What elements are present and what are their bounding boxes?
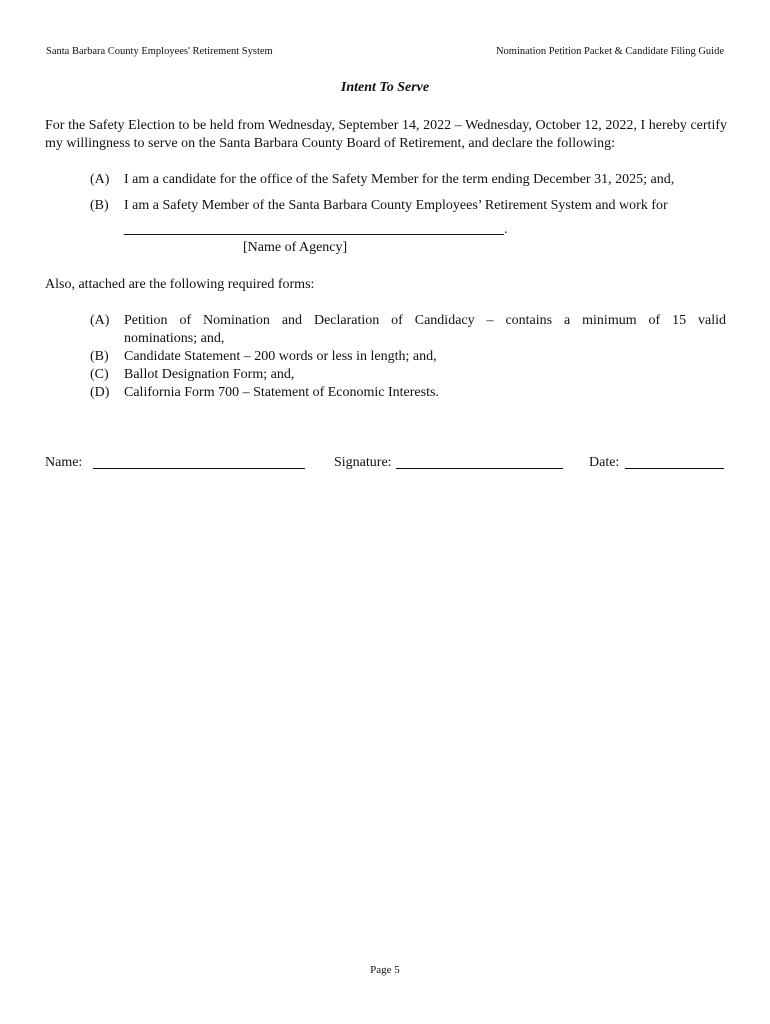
form-item-c — [90, 366, 294, 384]
signature-field[interactable] — [396, 468, 563, 469]
declaration-b-text: I am a Safety Member of the Santa Barbara County Employees’ Retirement System and work for — [124, 198, 668, 213]
page-title: Intent To Serve — [340, 80, 430, 95]
declaration-a-marker: (A) — [90, 172, 110, 187]
declaration-b — [90, 197, 668, 215]
form-d-text: California Form 700 – Statement of Economic Interests. — [124, 385, 439, 400]
form-a-continuation: nominations; and, — [124, 331, 225, 346]
name-field[interactable] — [93, 468, 305, 469]
declaration-a — [90, 171, 674, 189]
date-label: Date: — [589, 455, 620, 470]
form-item-d — [90, 384, 439, 402]
date-field[interactable] — [625, 468, 724, 469]
form-item-b — [90, 348, 437, 366]
declaration-b-marker: (B) — [90, 198, 109, 213]
form-b-marker: (B) — [90, 349, 109, 364]
form-a-marker: (A) — [90, 313, 110, 328]
form-c-text: Ballot Designation Form; and, — [124, 367, 295, 382]
form-c-marker: (C) — [90, 367, 109, 382]
agency-label: [Name of Agency] — [243, 240, 348, 255]
intro-paragraph: For the Safety Election to be held from Wednesday, September 14, 2022 – Wednesday, October 12, 2022, I hereby certify my willingness to serve on the Santa Barbara County Board of Retirement, and declare the following: — [45, 118, 727, 151]
form-b-text: Candidate Statement – 200 words or less in length; and, — [124, 349, 437, 364]
forms-intro: Also, attached are the following required forms: — [45, 277, 315, 292]
header-right: Nomination Petition Packet & Candidate Filing Guide — [495, 46, 724, 57]
header-left: Santa Barbara County Employees' Retirement System — [46, 46, 273, 57]
page-number: Page 5 — [370, 964, 400, 976]
name-label: Name: — [45, 455, 83, 470]
form-a-text: Petition of Nomination and Declaration of Candidacy – contains a minimum of 15 valid — [124, 313, 726, 328]
signature-label: Signature: — [334, 455, 392, 470]
agency-line-period: . — [504, 222, 508, 237]
form-d-marker: (D) — [90, 385, 110, 400]
form-item-a — [90, 312, 726, 330]
declaration-a-text: I am a candidate for the office of the Safety Member for the term ending December 31, 2025; and, — [124, 172, 675, 187]
agency-name-line[interactable] — [124, 234, 504, 235]
